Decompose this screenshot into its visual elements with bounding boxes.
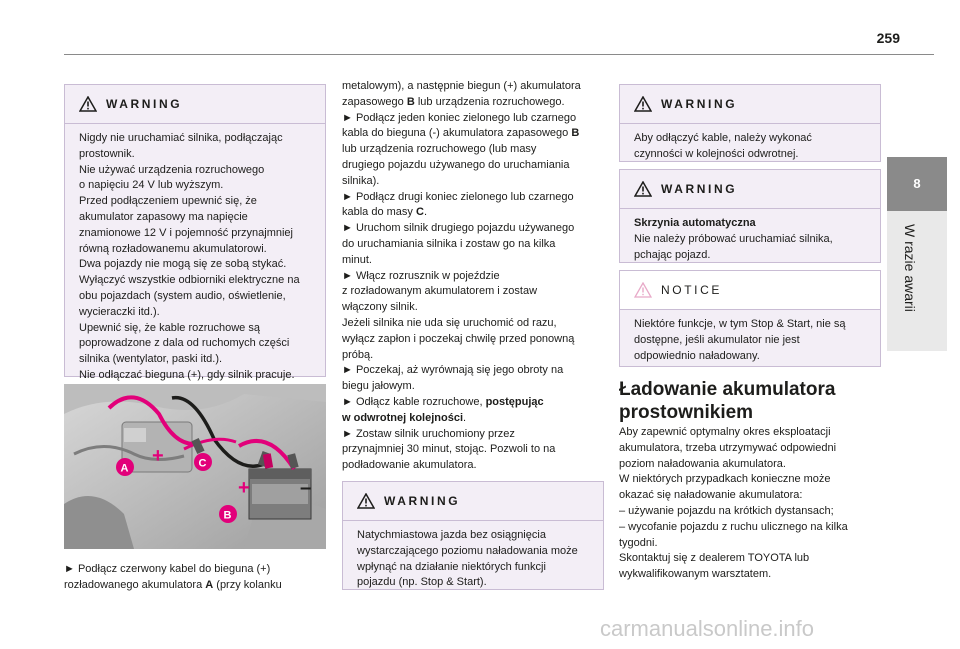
text-line: wyłącz zapłon i poczekaj chwilę przed ponowną (342, 332, 575, 345)
bold-ref: A (205, 578, 214, 591)
warning-title: WARNING (661, 97, 738, 111)
warning-text (620, 209, 880, 271)
text-line: wystarczającego poziomu naładowania może (357, 544, 578, 557)
text-line: ► Podłącz drugi koniec zielonego lub czarnego (342, 190, 574, 203)
section-tab-number[interactable]: 8 (887, 157, 947, 211)
text-line (342, 395, 604, 411)
text-line: do uruchamiania silnika i zostaw go na kilka (342, 237, 556, 250)
text-line: odpowiednio naładowany. (634, 349, 760, 362)
notice-box (619, 270, 881, 367)
text-line: przynajmniej 30 minut, stojąc. Pozwoli to na (342, 443, 556, 456)
text-line: pojazdu (np. Stop & Start). (357, 576, 487, 589)
warning-triangle-icon (634, 96, 652, 112)
text-line: obu pojazdach (system audio, oświetlenie, (79, 289, 286, 302)
text-line: Upewnić się, że kable rozruchowe są (79, 321, 260, 334)
section-heading (619, 378, 881, 424)
text-span: . (423, 206, 427, 219)
text-line: Wyłączyć wszystkie odbiorniki elektryczne na (79, 274, 300, 287)
text-line: wycieraczki itd.). (79, 305, 160, 318)
warning-header (620, 170, 880, 209)
notice-header (620, 271, 880, 310)
text-line: biegu jałowym. (342, 380, 415, 393)
header-rule (64, 54, 934, 55)
text-line: pchając pojazd. (634, 248, 711, 261)
plus-sign: + (152, 445, 164, 467)
text-line: Aby odłączyć kable, należy wykonać (634, 132, 812, 144)
warning-box-4 (619, 169, 881, 263)
text-line: – wycofanie pojazdu z ruchu ulicznego na kilka (619, 520, 848, 533)
text-line: – używanie pojazdu na krótkich dystansach; (619, 504, 834, 517)
heading-line: prostownikiem (619, 402, 754, 423)
label-a: A (120, 462, 129, 475)
text-line: prostownik. (79, 147, 135, 160)
text-line: poprowadzone z dala od ruchomych części (79, 337, 290, 350)
text-line: Nie należy próbować uruchamiać silnika, (634, 232, 833, 245)
text-span: (przy kolanku (213, 578, 282, 591)
minus-sign: – (300, 477, 312, 499)
text-line: ► Uruchom silnik drugiego pojazdu używanego (342, 222, 575, 235)
bold-text: w odwrotnej kolejności (342, 411, 464, 424)
warning-text (343, 521, 603, 599)
warning-title: WARNING (661, 182, 738, 196)
steps-continued (342, 79, 604, 474)
text-line: wykwalifikowanym warsztatem. (619, 568, 772, 581)
text-line: Nigdy nie uruchamiać silnika, podłączając (79, 132, 283, 144)
watermark: carmanualsonline.info (600, 616, 815, 641)
text-span: zapasowego (342, 95, 407, 108)
text-line: z rozładowanym akumulatorem i zostaw (342, 285, 538, 298)
text-line (342, 95, 604, 111)
text-line: włączony silnik. (342, 301, 418, 314)
warning-header (620, 85, 880, 124)
text-line (64, 578, 326, 594)
text-line: Nie używać urządzenia rozruchowego (79, 163, 265, 176)
warning-box-1 (64, 84, 326, 381)
text-line: równą rozładowanemu akumulatorowi. (79, 242, 267, 255)
text-line: poziom naładowania akumulatora. (619, 457, 786, 470)
text-line: czynności w kolejności odwrotnej. (634, 147, 799, 160)
text-line: ► Zostaw silnik uruchomiony przez (342, 427, 515, 440)
bold-text: postępując (485, 395, 544, 408)
warning-title: WARNING (384, 494, 461, 508)
charging-body (619, 425, 881, 583)
text-line: silnika (wentylator, paski itd.). (79, 353, 223, 366)
text-line: Dwa pojazdy nie mogą się ze sobą stykać. (79, 258, 287, 271)
text-line (342, 205, 604, 221)
warning-box-3 (619, 84, 881, 162)
warning-triangle-icon (357, 493, 375, 509)
text-line: lub urządzenia rozruchowego (lub masy (342, 143, 537, 156)
text-line: Nie odłączać bieguna (+), gdy silnik pracuje. (79, 368, 295, 381)
text-line: ► Poczekaj, aż wyrównają się jego obroty na (342, 364, 564, 377)
notice-title: NOTICE (661, 283, 722, 297)
warning-text (65, 124, 325, 392)
text-line: dostępne, jeśli akumulator nie jest (634, 333, 800, 346)
text-line (342, 126, 604, 142)
page-number: 259 (876, 30, 900, 46)
text-line: Skontaktuj się z dealerem TOYOTA lub (619, 552, 810, 565)
text-span: kabla do bieguna (-) akumulatora zapasowego (342, 127, 572, 140)
step-text (64, 562, 326, 594)
engine-bay-drawing (64, 384, 326, 549)
warning-title: WARNING (106, 97, 183, 111)
text-span: rozładowanego akumulatora (64, 578, 206, 591)
text-line: akumulator zapasowy ma napięcie (79, 210, 248, 223)
text-line (342, 411, 604, 427)
bold-ref: B (406, 95, 415, 108)
warning-triangle-icon (634, 282, 652, 298)
warning-box-2 (342, 481, 604, 590)
label-c: C (198, 457, 207, 470)
text-line: metalowym), a następnie biegun (+) akumulatora (342, 80, 581, 92)
heading-line: Ładowanie akumulatora (619, 379, 836, 400)
warning-triangle-icon (79, 96, 97, 112)
text-line: podładowanie akumulatora. (342, 459, 477, 472)
text-line: tygodni. (619, 536, 658, 549)
text-line: ► Włącz rozrusznik w pojeździe (342, 269, 500, 282)
text-line: Aby zapewnić optymalny okres eksploatacji (619, 426, 831, 438)
bold-ref: C (415, 206, 424, 219)
text-line: znamionowe 12 V i pojemność przynajmniej (79, 226, 293, 239)
notice-text (620, 310, 880, 372)
text-line: o napięciu 24 V lub wyższym. (79, 179, 224, 192)
text-line: akumulatora, trzeba utrzymywać odpowiedni (619, 441, 837, 454)
text-line: Przed podłączeniem upewnić się, że (79, 195, 257, 208)
plus-sign: + (238, 477, 250, 499)
text-line: Jeżeli silnika nie uda się uruchomić od razu, (342, 316, 557, 329)
text-line: Niektóre funkcje, w tym Stop & Start, nie są (634, 318, 846, 330)
text-span: lub urządzenia rozruchowego. (414, 95, 565, 108)
text-span: kabla do masy (342, 206, 416, 219)
warning-subtitle: Skrzynia automatyczna (634, 217, 756, 229)
warning-triangle-icon (634, 181, 652, 197)
jump-start-illustration (64, 384, 326, 549)
text-line: okazać się naładowanie akumulatora: (619, 489, 803, 502)
warning-header (343, 482, 603, 521)
text-line: minut. (342, 253, 372, 266)
bold-ref: B (571, 127, 580, 140)
warning-text (620, 124, 880, 171)
text-span: ► Odłącz kable rozruchowe, (342, 395, 486, 408)
text-line: drugiego pojazdu używanego do uruchamiania (342, 158, 570, 171)
text-line: silnika). (342, 174, 380, 187)
section-tab-title: W razie awarii (902, 224, 918, 312)
text-line: próbą. (342, 348, 374, 361)
text-line: Natychmiastowa jazda bez osiągnięcia (357, 529, 546, 541)
text-line: ► Podłącz jeden koniec zielonego lub czarnego (342, 111, 577, 124)
warning-header (65, 85, 325, 124)
text-span: . (463, 411, 467, 424)
text-line: ► Podłącz czerwony kabel do bieguna (+) (64, 563, 271, 575)
text-line: wpłynąć na działanie niektórych funkcji (357, 560, 546, 573)
label-b: B (223, 509, 232, 522)
text-line: W niektórych przypadkach konieczne może (619, 473, 831, 486)
